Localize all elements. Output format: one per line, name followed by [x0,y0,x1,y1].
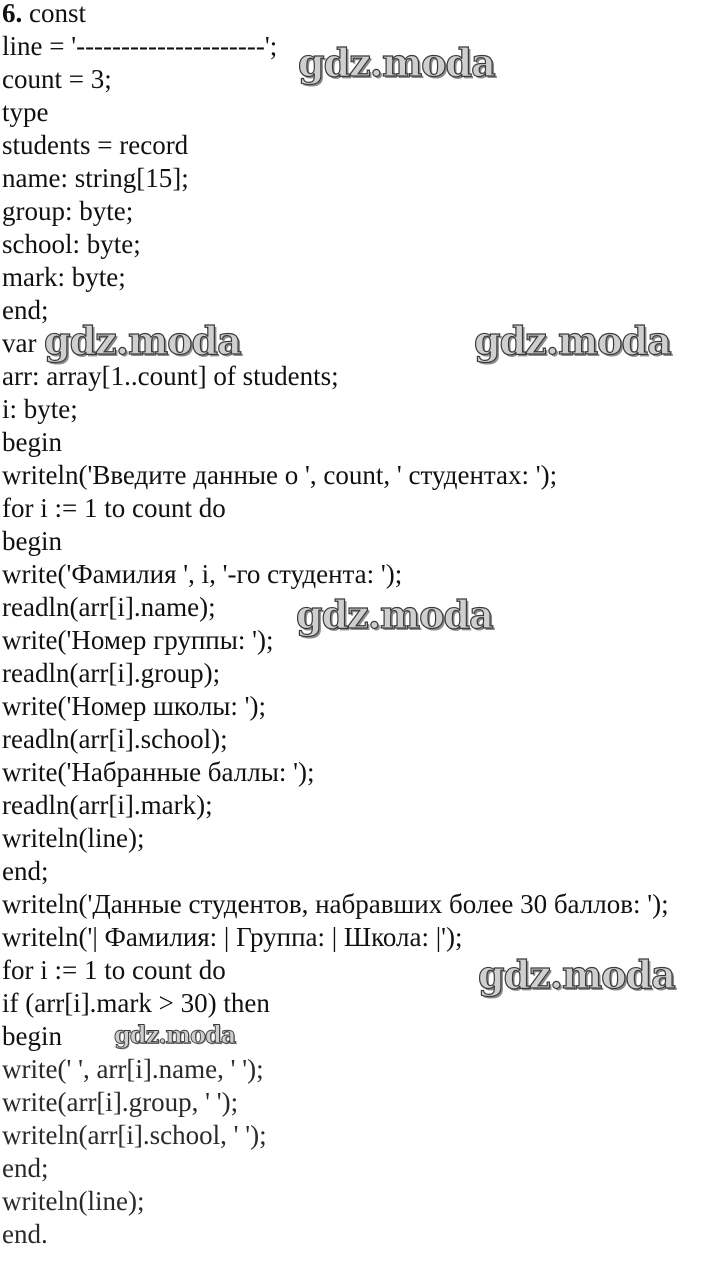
code-line-1 [2,0,715,33]
watermark: gdz.moda [44,318,241,363]
code-line-17: begin [2,526,62,556]
code-line-13: i: byte; [2,394,78,424]
code-line-11: var [2,328,37,358]
code-line-2: line = '---------------------'; [2,31,278,61]
watermark: gdz.moda [298,40,495,85]
code-line-6: name: string[15]; [2,163,189,193]
code-line-16: for i := 1 to count do [2,493,226,523]
code-line-10: end; [2,295,49,325]
code-line-23: readln(arr[i].school); [2,724,228,754]
code-line-33: write(' ', arr[i].name, ' '); [2,1054,264,1084]
code-line-18: write('Фамилия ', i, '-го студента: '); [2,559,403,589]
code-line-28: writeln('Данные студентов, набравших более 30 баллов: '); [2,889,669,919]
code-line-9: mark: byte; [2,262,126,292]
code-line-3: count = 3; [2,64,112,94]
watermark: gdz.moda [478,952,675,997]
code-line-text: const [22,0,86,28]
watermark: gdz.moda [296,592,493,637]
code-line-14: begin [2,427,62,457]
code-line-22: write('Номер школы: '); [2,691,267,721]
code-line-12: arr: array[1..count] of students; [2,361,339,391]
code-line-20: write('Номер группы: '); [2,625,274,655]
code-line-24: write('Набранные баллы: '); [2,757,315,787]
code-line-29: writeln('| Фамилия: | Группа: | Школа: |'); [2,922,463,952]
code-line-30: for i := 1 to count do [2,955,226,985]
code-line-26: writeln(line); [2,823,145,853]
code-line-19: readln(arr[i].name); [2,592,216,622]
code-line-35: writeln(arr[i].school, ' '); [2,1120,267,1150]
code-line-31: if (arr[i].mark > 30) then [2,988,270,1018]
code-line-38: end. [2,1219,48,1249]
code-line-4: type [2,97,49,127]
watermark: gdz.moda [114,1020,236,1049]
code-line-8: school: byte; [2,229,141,259]
code-line-27: end; [2,856,49,886]
code-line-7: group: byte; [2,196,134,226]
code-line-21: readln(arr[i].group); [2,658,221,688]
problem-number: 6. [2,0,23,28]
code-line-37: writeln(line); [2,1186,145,1216]
code-line-25: readln(arr[i].mark); [2,790,213,820]
code-line-15: writeln('Введите данные о ', count, ' студентах: '); [2,460,558,490]
watermark: gdz.moda [474,318,671,363]
code-line-34: write(arr[i].group, ' '); [2,1087,239,1117]
code-line-5: students = record [2,130,189,160]
code-line-32: begin [2,1021,62,1051]
code-line-36: end; [2,1153,49,1183]
